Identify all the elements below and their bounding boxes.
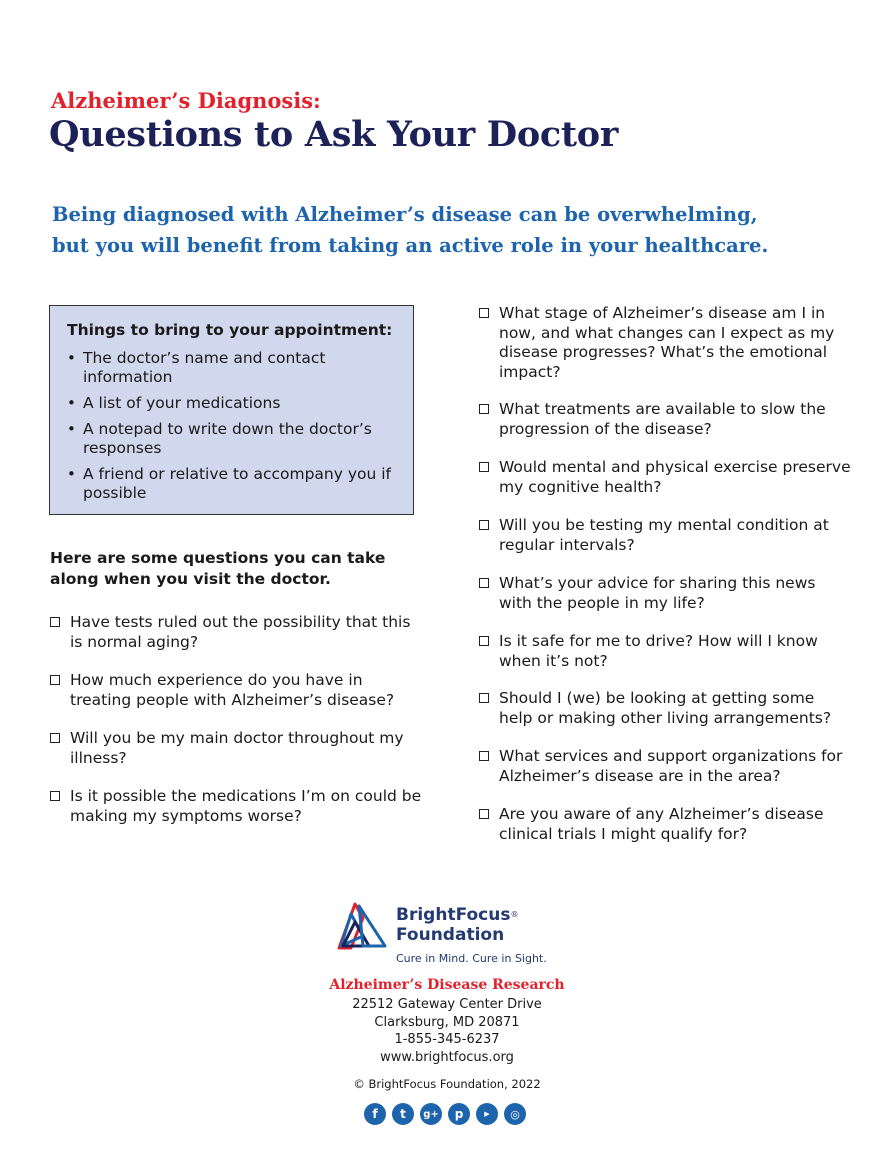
question-item: Are you aware of any Alzheimer’s disease clinical trials I might qualify for? — [479, 805, 851, 844]
copyright: © BrightFocus Foundation, 2022 — [353, 1077, 541, 1091]
question-item: How much experience do you have in treating people with Alzheimer’s disease? — [50, 671, 422, 710]
tagline: Cure in Mind. Cure in Sight. — [396, 952, 547, 965]
contact-block — [247, 996, 647, 1066]
page-title: Questions to Ask Your Doctor — [49, 114, 618, 155]
phone-number: 1-855-345-6237 — [394, 1032, 500, 1047]
pinterest-icon[interactable]: p — [448, 1103, 470, 1125]
google-plus-icon[interactable]: g+ — [420, 1103, 442, 1125]
question-item: Have tests ruled out the possibility that this is normal aging? — [50, 613, 422, 652]
intro-line-1: Being diagnosed with Alzheimer’s disease can be overwhelming, — [52, 203, 758, 226]
questions-intro: Here are some questions you can take along when you visit the doctor. — [50, 549, 386, 588]
checkbox-icon[interactable] — [479, 520, 489, 530]
checkbox-icon[interactable] — [50, 675, 60, 685]
checkbox-icon[interactable] — [479, 751, 489, 761]
question-item: Will you be testing my mental condition at regular intervals? — [479, 516, 851, 555]
checkbox-icon[interactable] — [50, 617, 60, 627]
intro-text — [52, 199, 852, 261]
bring-item: • A list of your medications — [67, 394, 281, 412]
bullet-icon: • — [67, 394, 76, 412]
bring-item: • A notepad to write down the doctor’s responses — [67, 420, 372, 457]
bullet-icon: • — [67, 349, 76, 367]
website-link[interactable]: www.brightfocus.org — [380, 1049, 514, 1065]
program-title: Alzheimer’s Disease Research — [329, 977, 565, 993]
checkbox-icon[interactable] — [479, 636, 489, 646]
address-line-1: 22512 Gateway Center Drive — [352, 997, 542, 1012]
checkbox-icon[interactable] — [479, 462, 489, 472]
bring-box-title: Things to bring to your appointment: — [67, 321, 393, 339]
checkbox-icon[interactable] — [479, 809, 489, 819]
question-item: What services and support organizations for Alzheimer’s disease are in the area? — [479, 747, 851, 786]
youtube-icon[interactable]: ▶ — [476, 1103, 498, 1125]
intro-line-2: but you will benefit from taking an active role in your healthcare. — [52, 234, 769, 257]
twitter-icon[interactable]: t — [392, 1103, 414, 1125]
question-item: Is it possible the medications I’m on could be making my symptoms worse? — [50, 787, 422, 826]
kicker-heading: Alzheimer’s Diagnosis: — [51, 88, 321, 113]
instagram-icon[interactable]: ◎ — [504, 1103, 526, 1125]
triangle-logo-icon — [333, 900, 389, 952]
bullet-icon: • — [67, 420, 76, 438]
social-icons — [364, 1103, 526, 1125]
question-item: What’s your advice for sharing this news with the people in my life? — [479, 574, 851, 613]
bring-list — [67, 349, 407, 510]
facebook-icon[interactable]: f — [364, 1103, 386, 1125]
question-item: Would mental and physical exercise preserve my cognitive health? — [479, 458, 851, 497]
checkbox-icon[interactable] — [50, 733, 60, 743]
address-line-2: Clarksburg, MD 20871 — [374, 1014, 520, 1030]
bring-checklist-box — [49, 305, 414, 515]
question-item: What stage of Alzheimer’s disease am I in now, and what changes can I expect as my disease progresses? What’s the emotional impact? — [479, 304, 851, 382]
checkbox-icon[interactable] — [50, 791, 60, 801]
question-item: What treatments are available to slow the progression of the disease? — [479, 400, 851, 439]
checkbox-icon[interactable] — [479, 308, 489, 318]
checkbox-icon[interactable] — [479, 578, 489, 588]
question-item: Will you be my main doctor throughout my illness? — [50, 729, 422, 768]
checkbox-icon[interactable] — [479, 693, 489, 703]
checkbox-icon[interactable] — [479, 404, 489, 414]
bring-item: • The doctor’s name and contact information — [67, 349, 326, 386]
bring-item: • A friend or relative to accompany you if possible — [67, 465, 392, 502]
question-item: Is it safe for me to drive? How will I know when it’s not? — [479, 632, 851, 671]
bullet-icon: • — [67, 465, 76, 483]
brightfocus-logo — [333, 900, 573, 970]
logo-wordmark: BrightFocus® Foundation — [396, 905, 519, 945]
question-item: Should I (we) be looking at getting some help or making other living arrangements? — [479, 689, 851, 728]
